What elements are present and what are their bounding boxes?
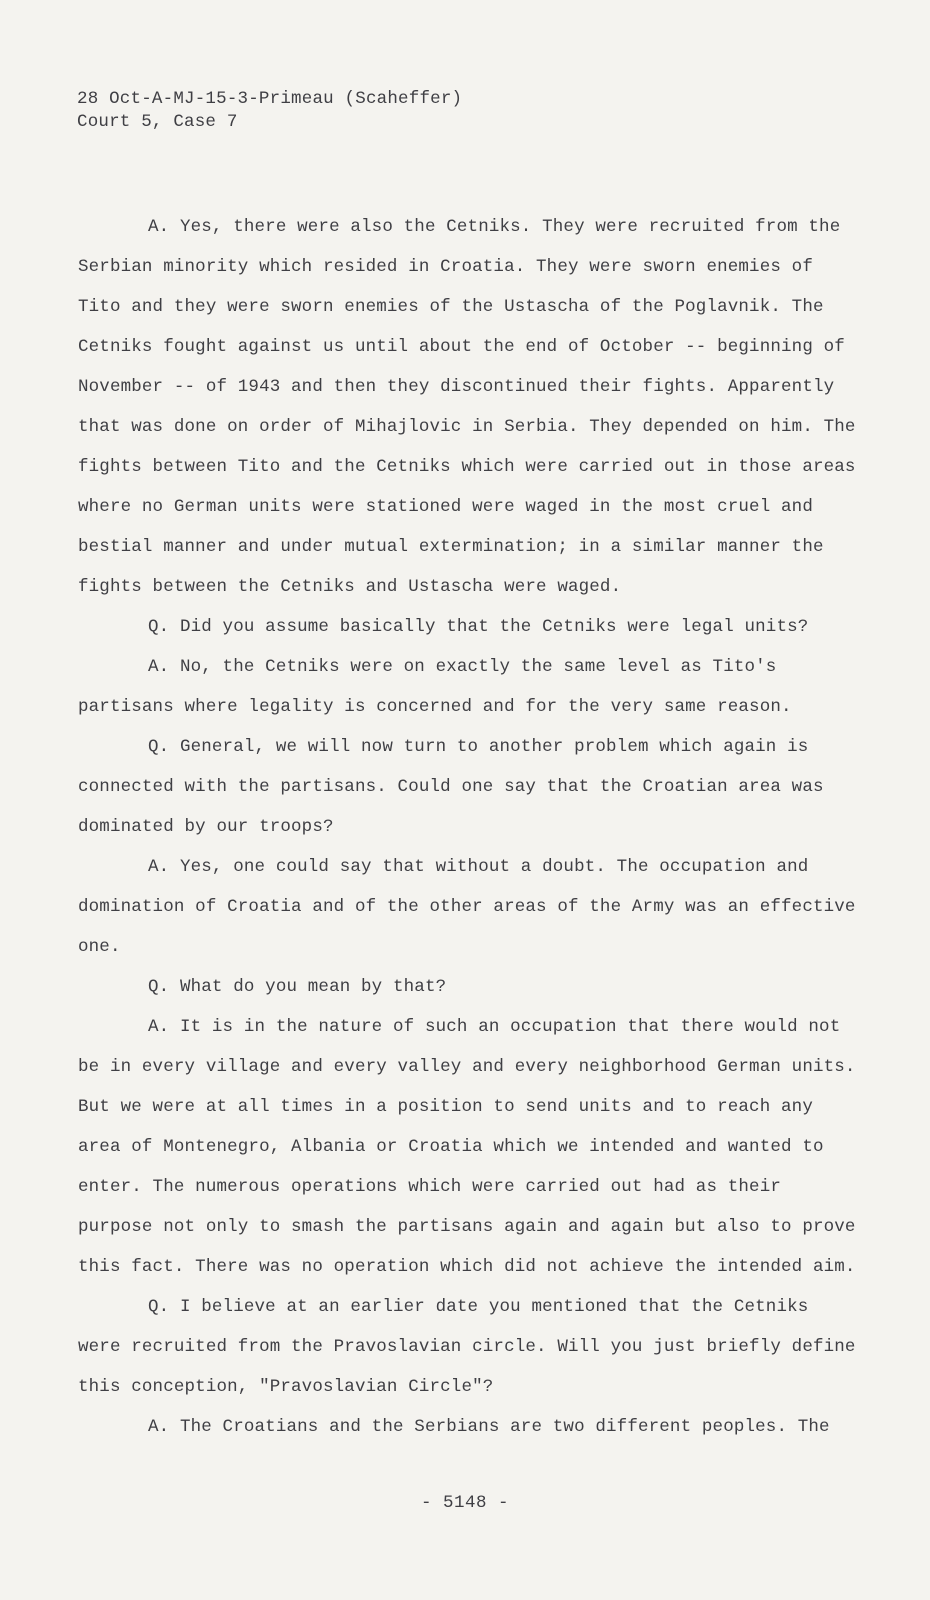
header-court-line: Court 5, Case 7 [77,112,238,132]
paragraph-question-domination: Q. General, we will now turn to another problem which again is connected with the partisans. Could one say that the Croatian area was dominated by our troops? [78,737,824,837]
paragraph-answer-occupation: A. Yes, one could say that without a doubt. The occupation and domination of Croatia and of the other areas of the Army was an effective one. [78,857,856,957]
paragraph-answer-legality: A. No, the Cetniks were on exactly the same level as Tito's partisans where legality is concerned and for the very same reason. [78,657,792,717]
paragraph-question-meaning: Q. What do you mean by that? [148,977,447,997]
paragraph-answer-peoples: A. The Croatians and the Serbians are two different peoples. The [148,1417,830,1437]
paragraph-answer-operations: A. It is in the nature of such an occupation that there would not be in every village and every valley and every neighborhood German units. But we were at all times in a position to send units and to reach any area of Montenegro, Albania or Croatia which we intended and wanted to enter. The numerous operations which were carried out had as their purpose not only to smash the partisans again and again but also to prove this fact. There was no operation which did not achieve the intended aim. [78,1017,856,1277]
paragraph-answer-cetniks: A. Yes, there were also the Cetniks. They were recruited from the Serbian minority which resided in Croatia. They were sworn enemies of Tito and they were sworn enemies of the Ustascha of the Poglavnik. The Cetniks fought against us until about the end of October -- beginning of November -- of 1943 and then they discontinued their fights. Apparently that was done on order of Mihajlovic in Serbia. They depended on him. The fights between Tito and the Cetniks which were carried out in those areas where no German units were stationed were waged in the most cruel and bestial manner and under mutual extermination; in a similar manner the fights between the Cetniks and Ustascha were waged. [78,217,856,597]
paragraph-question-pravoslavian: Q. I believe at an earlier date you mentioned that the Cetniks were recruited from the Pravoslavian circle. Will you just briefly define this conception, "Pravoslavian Circle"? [78,1297,856,1397]
document-header [77,88,462,134]
page-number: - 5148 - [420,1493,509,1513]
paragraph-question-legal-units: Q. Did you assume basically that the Cetniks were legal units? [148,617,809,637]
header-reference-line: 28 Oct-A-MJ-15-3-Primeau (Scaheffer) [77,89,463,109]
transcript-body [78,207,858,1447]
